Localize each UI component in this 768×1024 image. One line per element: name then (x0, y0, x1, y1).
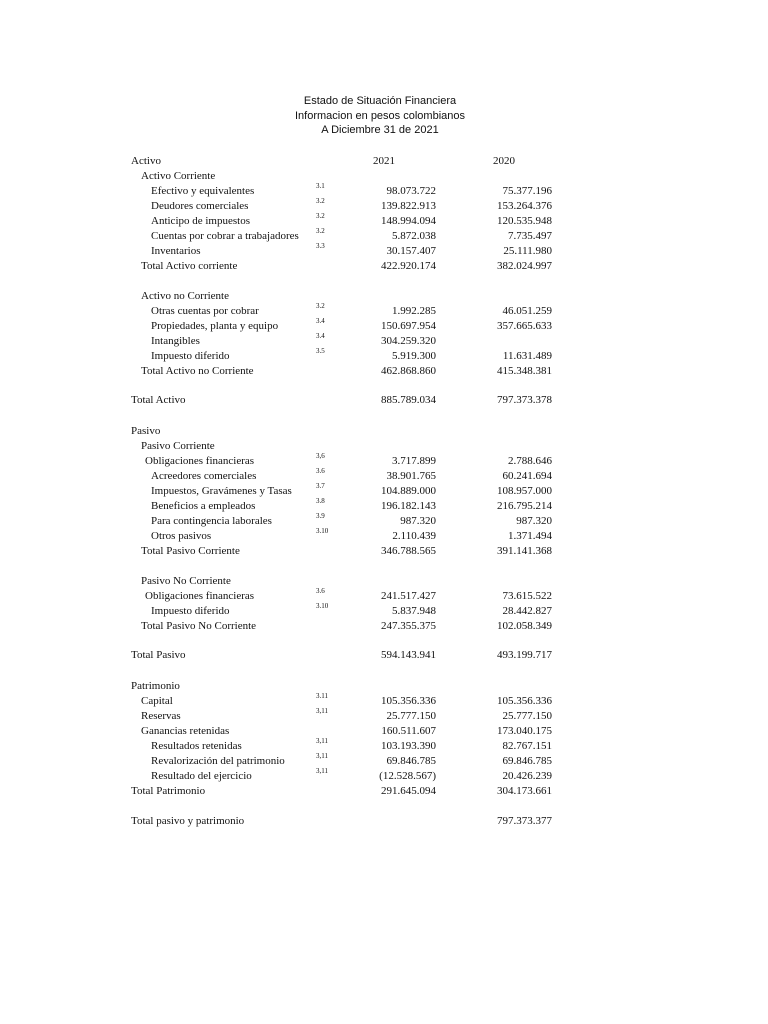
note-reference: 3.2 (316, 227, 325, 235)
value-2021: 148.994.094 (381, 215, 436, 227)
value-2020: 120.535.948 (497, 215, 552, 227)
table-row (0, 365, 768, 380)
row-label: Activo Corriente (141, 170, 216, 182)
note-reference: 3.7 (316, 482, 325, 490)
row-label: Patrimonio (131, 680, 180, 692)
row-label: Otros pasivos (151, 530, 212, 542)
value-2020: 2.788.646 (508, 455, 552, 467)
table-row (0, 785, 768, 800)
row-label: Obligaciones financieras (145, 455, 255, 467)
note-reference: 3.2 (316, 212, 325, 220)
value-2020: 20.426.239 (502, 770, 552, 782)
table-row (0, 545, 768, 560)
value-2020: 153.264.376 (497, 200, 552, 212)
value-2021: 346.788.565 (381, 545, 436, 557)
note-reference: 3.2 (316, 197, 325, 205)
note-reference: 3.10 (316, 527, 329, 535)
value-2020: 28.442.827 (502, 605, 552, 617)
table-row (0, 332, 768, 350)
value-2021: 5.837.948 (392, 605, 436, 617)
value-2021: 139.822.913 (381, 200, 436, 212)
value-2020: 7.735.497 (508, 230, 552, 242)
row-label: Ganancias retenidas (141, 725, 230, 737)
value-2020: 25.111.980 (503, 245, 552, 257)
note-reference: 3.10 (316, 602, 329, 610)
table-row (0, 707, 768, 725)
table-row (0, 737, 768, 755)
value-2020: 304.173.661 (497, 785, 552, 797)
value-2020: 105.356.336 (497, 695, 552, 707)
value-2021: 196.182.143 (381, 500, 436, 512)
row-label: Intangibles (151, 335, 200, 347)
note-reference: 3.4 (316, 332, 325, 340)
value-2020: 69.846.785 (502, 755, 552, 767)
note-reference: 3.1 (316, 182, 325, 190)
row-label: Total Pasivo Corriente (141, 545, 240, 557)
value-2021: 5.872.038 (392, 230, 436, 242)
table-row (0, 467, 768, 485)
report-date: A Diciembre 31 de 2021 (321, 124, 439, 136)
value-2020: 357.665.633 (497, 320, 552, 332)
table-row (0, 725, 768, 740)
note-reference: 3,6 (316, 452, 325, 460)
row-label: Pasivo Corriente (141, 440, 215, 452)
value-2020: 25.777.150 (502, 710, 552, 722)
table-row (0, 197, 768, 215)
table-row (0, 394, 768, 409)
note-reference: 3.2 (316, 302, 325, 310)
table-row (0, 602, 768, 620)
value-2021: 69.846.785 (386, 755, 436, 767)
value-2020: 797.373.377 (497, 815, 552, 827)
note-reference: 3.6 (316, 587, 325, 595)
note-reference: 3.5 (316, 347, 325, 355)
table-row (0, 527, 768, 545)
value-2020: 797.373.378 (497, 394, 552, 406)
value-2020: 108.957.000 (497, 485, 552, 497)
row-label: Resultados retenidas (151, 740, 242, 752)
table-row (0, 347, 768, 365)
table-row (0, 317, 768, 335)
value-2020: 73.615.522 (502, 590, 552, 602)
row-label: Deudores comerciales (151, 200, 249, 212)
value-2021: 594.143.941 (381, 649, 436, 661)
row-label: Anticipo de impuestos (151, 215, 250, 227)
row-label: Efectivo y equivalentes (151, 185, 255, 197)
value-2021: 2.110.439 (392, 530, 436, 542)
value-2020: 60.241.694 (502, 470, 552, 482)
row-label: Total Activo no Corriente (141, 365, 254, 377)
value-2021: 103.193.390 (381, 740, 436, 752)
value-2021: 150.697.954 (381, 320, 436, 332)
row-label: Inventarios (151, 245, 201, 257)
value-2021: 160.511.607 (381, 725, 436, 737)
column-header-2021: 2021 (373, 155, 395, 167)
value-2020: 987.320 (516, 515, 552, 527)
row-label: Impuesto diferido (151, 605, 230, 617)
value-2020: 11.631.489 (502, 350, 552, 362)
row-label: Cuentas por cobrar a trabajadores (151, 230, 299, 242)
table-row (0, 452, 768, 470)
note-reference: 3,11 (316, 707, 328, 715)
value-2020: 216.795.214 (497, 500, 552, 512)
value-2021: 105.356.336 (381, 695, 436, 707)
row-label: Total Patrimonio (131, 785, 206, 797)
value-2020: 493.199.717 (497, 649, 552, 661)
value-2021: 987.320 (400, 515, 436, 527)
table-row (0, 680, 768, 695)
note-reference: 3.11 (316, 692, 328, 700)
value-2021: 241.517.427 (381, 590, 436, 602)
table-row (0, 575, 768, 590)
note-reference: 3.3 (316, 242, 325, 250)
value-2021: 98.073.722 (386, 185, 436, 197)
report-subtitle: Informacion en pesos colombianos (295, 110, 465, 122)
note-reference: 3,11 (316, 737, 328, 745)
table-row (0, 302, 768, 320)
row-label: Reservas (141, 710, 181, 722)
row-label: Total pasivo y patrimonio (131, 815, 245, 827)
value-2020: 382.024.997 (497, 260, 552, 272)
note-reference: 3.6 (316, 467, 325, 475)
table-row (0, 182, 768, 200)
row-label: Beneficios a empleados (151, 500, 256, 512)
value-2021: 38.901.765 (386, 470, 436, 482)
row-label: Impuestos, Gravámenes y Tasas (151, 485, 292, 497)
table-row (0, 290, 768, 305)
note-reference: 3.9 (316, 512, 325, 520)
row-label: Impuesto diferido (151, 350, 230, 362)
row-label: Total Activo (131, 394, 186, 406)
table-row (0, 212, 768, 230)
table-row (0, 512, 768, 530)
row-label: Capital (141, 695, 173, 707)
value-2020: 102.058.349 (497, 620, 552, 632)
row-label: Pasivo (131, 425, 161, 437)
value-2021: 247.355.375 (381, 620, 436, 632)
note-reference: 3,11 (316, 752, 328, 760)
table-row (0, 242, 768, 260)
table-row (0, 587, 768, 605)
value-2021: 30.157.407 (386, 245, 436, 257)
table-row (0, 692, 768, 710)
row-label: Otras cuentas por cobrar (151, 305, 259, 317)
report-title: Estado de Situación Financiera (303, 95, 457, 107)
table-row (0, 752, 768, 770)
row-label: Obligaciones financieras (145, 590, 255, 602)
table-row (0, 649, 768, 664)
row-label: Total Pasivo No Corriente (141, 620, 257, 632)
table-row (0, 767, 768, 785)
note-reference: 3,11 (316, 767, 328, 775)
value-2021: 462.868.860 (381, 365, 436, 377)
value-2020: 391.141.368 (497, 545, 552, 557)
value-2021: 3.717.899 (392, 455, 436, 467)
table-row (0, 155, 768, 170)
note-reference: 3.8 (316, 497, 325, 505)
table-row (0, 260, 768, 275)
value-2021: 5.919.300 (392, 350, 436, 362)
row-label: Resultado del ejercicio (151, 770, 252, 782)
column-header-2020: 2020 (493, 155, 515, 167)
value-2021: 25.777.150 (386, 710, 436, 722)
row-label: Activo no Corriente (141, 290, 229, 302)
row-label: Acreedores comerciales (151, 470, 257, 482)
value-2020: 75.377.196 (502, 185, 552, 197)
table-row (0, 425, 768, 440)
value-2021: 422.920.174 (381, 260, 436, 272)
row-label: Propiedades, planta y equipo (151, 320, 279, 332)
row-label: Total Pasivo (131, 649, 186, 661)
row-label: Activo (131, 155, 161, 167)
value-2020: 1.371.494 (508, 530, 552, 542)
value-2021: 104.889.000 (381, 485, 436, 497)
row-label: Para contingencia laborales (151, 515, 272, 527)
value-2021: 291.645.094 (381, 785, 436, 797)
value-2020: 173.040.175 (497, 725, 552, 737)
table-row (0, 440, 768, 455)
value-2020: 46.051.259 (502, 305, 552, 317)
value-2020: 82.767.151 (502, 740, 552, 752)
table-row (0, 227, 768, 245)
table-row (0, 815, 768, 830)
table-row (0, 170, 768, 185)
note-reference: 3.4 (316, 317, 325, 325)
value-2021: 885.789.034 (381, 394, 436, 406)
value-2020: 415.348.381 (497, 365, 552, 377)
table-row (0, 497, 768, 515)
table-row (0, 620, 768, 635)
row-label: Total Activo corriente (141, 260, 238, 272)
value-2021: (12.528.567) (379, 770, 436, 782)
table-row (0, 482, 768, 500)
value-2021: 304.259.320 (381, 335, 436, 347)
row-label: Pasivo No Corriente (141, 575, 231, 587)
value-2021: 1.992.285 (392, 305, 436, 317)
row-label: Revalorización del patrimonio (151, 755, 285, 767)
